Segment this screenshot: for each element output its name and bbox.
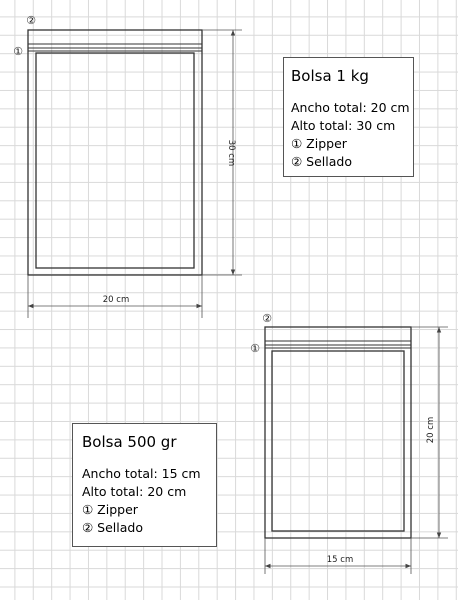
- bag-500-inner: [272, 351, 404, 531]
- bag-500-outline: [265, 327, 411, 538]
- bag-500-height-label: 20 cm: [426, 416, 436, 444]
- bag-1kg-height-label: 30 cm: [226, 139, 236, 167]
- bag-500-height-spec: Alto total: 20 cm: [82, 484, 187, 499]
- bag-1kg-sealed-legend: ② Sellado: [291, 154, 352, 169]
- bag-1kg-width-label: 20 cm: [102, 295, 130, 305]
- bag-1kg-zipper-legend: ① Zipper: [291, 136, 347, 151]
- bag-500-spec-box: [72, 423, 217, 547]
- bag-500-sealed-marker: ②: [262, 312, 272, 325]
- bag-500-width-label: 15 cm: [326, 555, 354, 565]
- bag-1kg-zipper-marker: ①: [13, 45, 23, 58]
- bag-500-zipper-marker: ①: [250, 342, 260, 355]
- bag-500-outer: [265, 327, 411, 538]
- bag-500-sealed-legend: ② Sellado: [82, 520, 143, 535]
- bag-500-width-spec: Ancho total: 15 cm: [82, 466, 201, 481]
- bag-500-title: Bolsa 500 gr: [82, 433, 177, 451]
- bag-1kg-outer: [28, 30, 202, 275]
- bag-1kg-height-spec: Alto total: 30 cm: [291, 118, 396, 133]
- bag-1kg-width-spec: Ancho total: 20 cm: [291, 100, 410, 115]
- bag-1kg-inner: [36, 53, 194, 268]
- bag-1kg-spec-box: [283, 57, 414, 177]
- bag-1kg-title: Bolsa 1 kg: [291, 67, 369, 85]
- bag-500-zipper-legend: ① Zipper: [82, 502, 138, 517]
- bag-1kg-sealed-marker: ②: [26, 14, 36, 27]
- bag-1kg-outline: [28, 30, 202, 275]
